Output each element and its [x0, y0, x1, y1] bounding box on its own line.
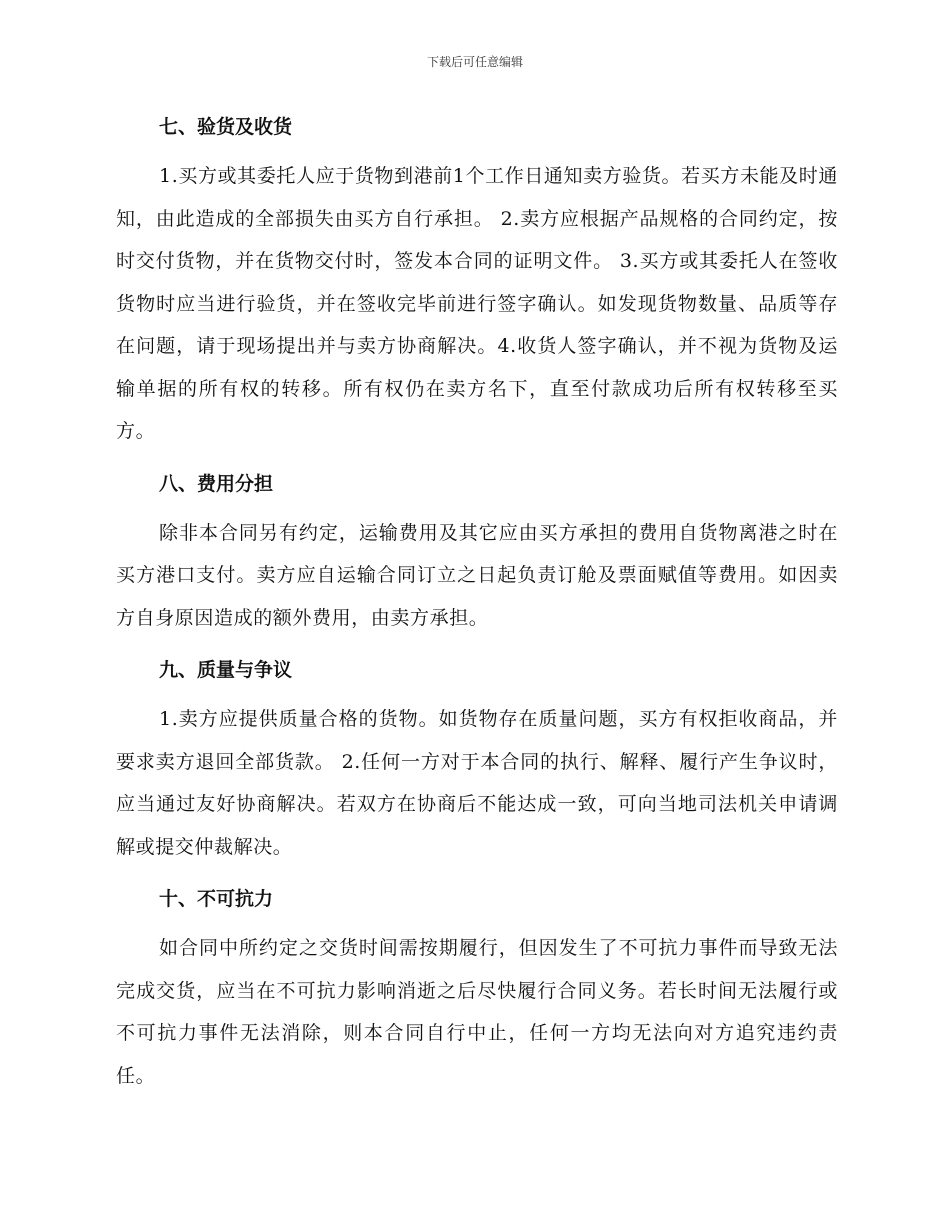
section-heading: 九、质量与争议 — [159, 659, 293, 681]
section-heading: 八、费用分担 — [159, 472, 274, 495]
section-paragraph: 1.买方或其委托人应于货物到港前1个工作日通知卖方验货。若买方未能及时通知，由此造成的全部损失由买方自行承担。 2.卖方应根据产品规格的合同约定，按时交付货物，并在货物交付时，签发本合同的证明文件。 3.买方或其委托人在签收货物时应当进行验货，并在签收完毕前进行签字确认。如发现货物数量、品质等存在问题，请于现场提出并与卖方协商解决。4.收货人签字确认，并不视为货物及运输单据的所有权的转移。所有权仍在卖方名下，直至付款成功后所有权转移至买方。 — [116, 165, 838, 442]
section-costs — [116, 464, 838, 640]
section-heading: 七、验货及收货 — [159, 116, 293, 138]
section-paragraph: 1.卖方应提供质量合格的货物。如货物存在质量问题，买方有权拒收商品，并要求卖方退回全部货款。 2.任何一方对于本合同的执行、解释、履行产生争议时，应当通过友好协商解决。若双方在协商后不能达成一致，可向当地司法机关申请调解或提交仲裁解决。 — [116, 708, 838, 858]
section-force-majeure — [116, 879, 838, 1097]
section-paragraph: 除非本合同另有约定，运输费用及其它应由买方承担的费用自货物离港之时在买方港口支付。卖方应自运输合同订立之日起负责订舱及票面赋值等费用。如因卖方自身原因造成的额外费用，由卖方承担。 — [116, 521, 838, 629]
section-quality — [116, 650, 838, 868]
section-heading: 十、不可抗力 — [159, 888, 274, 910]
section-inspection — [116, 107, 838, 453]
page-header: 下载后可任意编辑 — [426, 55, 523, 69]
section-paragraph: 如合同中所约定之交货时间需按期履行，但因发生了不可抗力事件而导致无法完成交货，应当在不可抗力影响消逝之后尽快履行合同义务。若长时间无法履行或不可抗力事件无法消除，则本合同自行中止，任何一方均无法向对方追究违约责任。 — [116, 937, 838, 1087]
document-body — [116, 107, 838, 1108]
